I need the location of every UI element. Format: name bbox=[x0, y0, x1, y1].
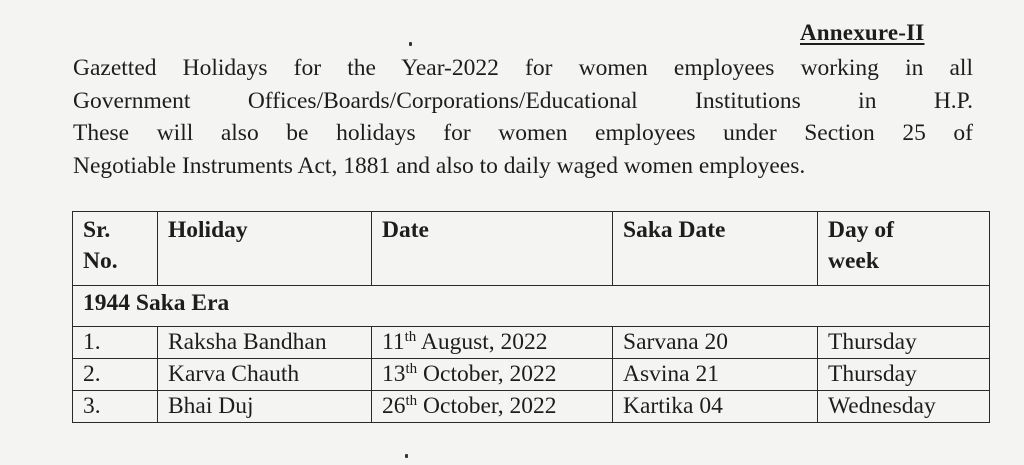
table-row bbox=[73, 327, 990, 359]
cell-date: 11th August, 2022 bbox=[372, 327, 613, 359]
table-row bbox=[73, 391, 990, 423]
scan-speck bbox=[409, 42, 412, 46]
cell-weekday: Thursday bbox=[818, 359, 990, 391]
cell-sr: 1. bbox=[73, 327, 158, 359]
cell-weekday: Wednesday bbox=[818, 391, 990, 423]
header-day-of-week: Day of week bbox=[818, 212, 990, 286]
cell-sr: 2. bbox=[73, 359, 158, 391]
cell-date: 13th October, 2022 bbox=[372, 359, 613, 391]
intro-line: Government Offices/Boards/Corporations/Educational Institutions in H.P. bbox=[73, 87, 973, 114]
intro-line: Negotiable Instruments Act, 1881 and also to daily waged women employees. bbox=[73, 152, 806, 179]
cell-holiday: Karva Chauth bbox=[158, 359, 372, 391]
cell-saka-date: Asvina 21 bbox=[613, 359, 818, 391]
holidays-table bbox=[72, 211, 990, 423]
intro-line: Gazetted Holidays for the Year-2022 for women employees working in all bbox=[73, 55, 973, 81]
table-row bbox=[73, 359, 990, 391]
cell-saka-date: Sarvana 20 bbox=[613, 327, 818, 359]
cell-sr: 3. bbox=[73, 391, 158, 423]
header-sr-no: Sr. No. bbox=[73, 212, 158, 286]
header-date: Date bbox=[372, 212, 613, 286]
era-row bbox=[73, 286, 990, 327]
intro-paragraph bbox=[73, 52, 973, 182]
cell-saka-date: Kartika 04 bbox=[613, 391, 818, 423]
scan-speck bbox=[405, 454, 408, 458]
header-holiday: Holiday bbox=[158, 212, 372, 286]
cell-date: 26th October, 2022 bbox=[372, 391, 613, 423]
cell-holiday: Raksha Bandhan bbox=[158, 327, 372, 359]
cell-holiday: Bhai Duj bbox=[158, 391, 372, 423]
table-header-row bbox=[73, 212, 990, 286]
cell-weekday: Thursday bbox=[818, 327, 990, 359]
era-label: 1944 Saka Era bbox=[73, 286, 990, 327]
annexure-heading: Annexure-II bbox=[800, 20, 925, 45]
intro-line: These will also be holidays for women employees under Section 25 of bbox=[73, 120, 973, 146]
header-saka-date: Saka Date bbox=[613, 212, 818, 286]
